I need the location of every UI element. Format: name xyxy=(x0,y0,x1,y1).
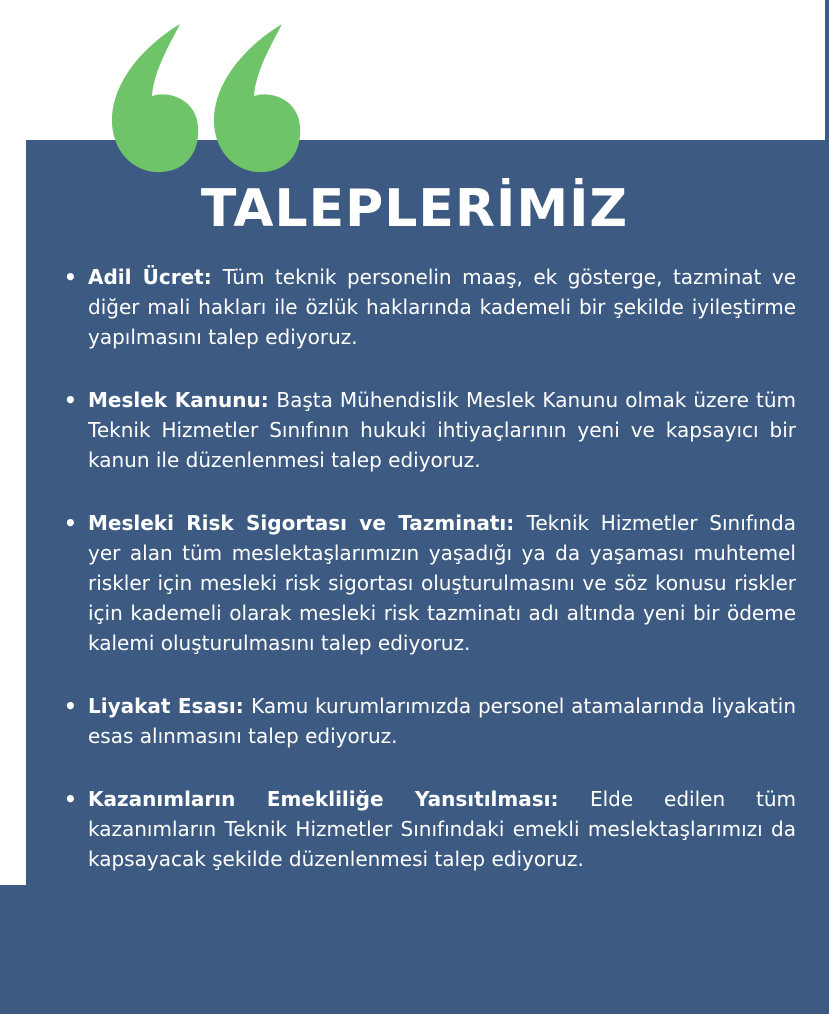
list-item xyxy=(62,385,796,475)
bullet-icon: • xyxy=(64,388,77,412)
item-text: Başta Mühendislik Meslek Kanunu olmak üzere tüm Teknik Hizmetler Sınıfının hukuki ihtiyaçlarının yeni ve kapsayıcı bir kanun ile düzenlenmesi talep ediyoruz. xyxy=(88,388,797,472)
item-label: Liyakat Esası: xyxy=(88,694,252,718)
left-white-strip xyxy=(0,145,26,885)
left-dark-strip xyxy=(0,885,26,1014)
list-item xyxy=(62,262,796,352)
list-item xyxy=(62,784,796,874)
bullet-icon: • xyxy=(64,265,77,289)
item-text: Kamu kurumlarımızda personel atamalarında liyakatin esas alınmasını talep ediyoruz. xyxy=(88,694,796,748)
right-edge-strip xyxy=(825,0,829,145)
page-title: TALEPLERİMİZ xyxy=(200,179,629,239)
demands-list xyxy=(62,262,796,907)
quote-drop-left xyxy=(112,24,198,172)
item-label: Kazanımların Emekliliğe Yansıtılması: xyxy=(88,787,590,811)
item-label: Meslek Kanunu: xyxy=(88,388,277,412)
item-text: Teknik Hizmetler Sınıfında yer alan tüm meslektaşlarımızın yaşadığı ya da yaşaması muhtemel riskler için mesleki risk sigortası oluşturulmasını ve söz konusu riskler için kademeli olarak mesleki risk tazminatı adı altında yeni bir ödeme kalemi oluşturulmasını talep ediyoruz. xyxy=(88,511,796,655)
item-text: Tüm teknik personelin maaş, ek gösterge, tazminat ve diğer mali hakları ile özlük haklarında kademeli bir şekilde iyileştirme yapılmasını talep ediyoruz. xyxy=(88,265,797,349)
item-label: Adil Ücret: xyxy=(88,265,223,289)
left-double-quote-icon xyxy=(100,14,310,174)
quote-drop-right xyxy=(214,24,300,172)
item-text: Elde edilen tüm kazanımların Teknik Hizmetler Sınıfındaki emekli meslektaşlarımızı da kapsayacak şekilde düzenlenmesi talep ediyoruz. xyxy=(88,787,796,871)
item-label: Mesleki Risk Sigortası ve Tazminatı: xyxy=(88,511,527,535)
list-item xyxy=(62,691,796,751)
bullet-icon: • xyxy=(64,787,77,811)
bullet-icon: • xyxy=(64,511,77,535)
bullet-icon: • xyxy=(64,694,77,718)
list-item xyxy=(62,508,796,658)
